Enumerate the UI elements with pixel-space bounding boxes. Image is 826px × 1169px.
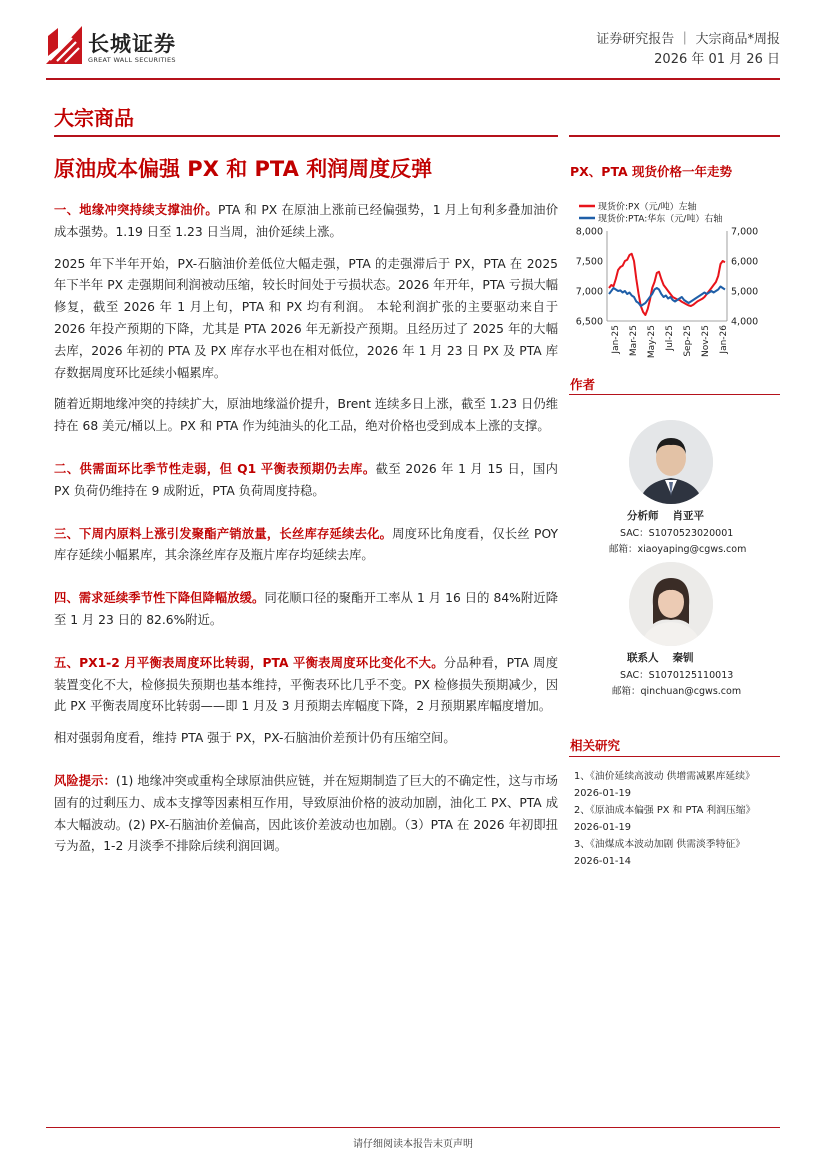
related-item-title[interactable]: 3、《油煤成本波动加剧 供需淡季特征》 [574, 839, 745, 850]
legend-label: 现货价:PTA:华东（元/吨）右轴 [598, 214, 723, 225]
related-item-title[interactable]: 1、《油价延续高波动 供增需减累库延续》 [574, 771, 755, 782]
logo-text-en: GREAT WALL SECURITIES [88, 56, 176, 64]
x-tick-label: Nov-25 [701, 325, 711, 358]
section-2-heading: 二、供需面环比季节性走弱，但 Q1 平衡表预期仍去库。 [54, 461, 376, 476]
paragraph-6 [54, 588, 558, 632]
analyst-2-name: 秦钏 [672, 652, 694, 664]
analyst-1-role: 分析师 [627, 510, 659, 522]
paragraph-5 [54, 524, 558, 568]
title-divider [54, 135, 558, 137]
y-tick-label-right: 4,000 [731, 316, 759, 328]
category-label: 大宗商品 [54, 106, 134, 130]
paragraph-1 [54, 200, 558, 244]
y-tick-label-left: 6,500 [575, 316, 603, 328]
analyst-2-email: 邮箱：qinchuan@cgws.com [612, 686, 742, 697]
analyst-2-role: 联系人 [627, 652, 659, 664]
analyst-2-role-name [627, 650, 694, 665]
great-wall-logo-icon [46, 26, 82, 64]
x-tick-label: Jan-25 [611, 325, 621, 354]
risk-label: 风险提示： [54, 773, 116, 788]
sidebar-divider [569, 135, 780, 137]
legend-label: 现货价:PX（元/吨）左轴 [598, 202, 697, 213]
author-divider [569, 394, 780, 395]
contact-photo-icon [629, 562, 713, 646]
section-5-heading: 五、PX1-2 月平衡表周度环比转弱，PTA 平衡表周度环比变化不大。 [54, 655, 444, 670]
related-research-list [574, 768, 780, 870]
section-3-text: 周度环比角度看，仅长丝 POY 库存延续小幅累库，其余涤丝库存及瓶片库存均延续去库。 [54, 526, 558, 563]
risk-paragraph [54, 771, 558, 858]
chart-title: PX、PTA 现货价格一年走势 [570, 164, 733, 179]
paragraph-7 [54, 653, 558, 718]
y-tick-label-right: 5,000 [731, 286, 759, 298]
analyst-1-name: 肖亚平 [672, 510, 704, 522]
y-tick-label-right: 6,000 [731, 256, 759, 268]
x-tick-label: Sep-25 [683, 325, 693, 357]
logo-text-cn: 长城证券 [88, 32, 176, 56]
price-chart [569, 195, 781, 373]
x-tick-label: May-25 [647, 325, 657, 359]
section-4-text: 同花顺口径的聚酯开工率从 1 月 16 日的 84%附近降至 1 月 23 日的 82.6%附近。 [54, 591, 558, 627]
risk-text: (1) 地缘冲突或重构全球原油供应链，并在短期制造了巨大的不确定性，这与市场固有的过剩压力、成本支撑等因素相互作用，导致原油价格的波动加剧，油化工 PX、PTA 成本大幅波动。(2) PX-石脑油价差偏高，因此该价差波动也加剧。（3）PTA 在 2026 年初即扭亏为盈，1-2 月淡季不排除后续利润回调。 [54, 773, 558, 854]
y-tick-label-left: 7,500 [575, 256, 603, 268]
related-item-date: 2026-01-19 [574, 788, 631, 799]
report-type: 证券研究报告 ｜ 大宗商品*周报 [596, 32, 780, 47]
paragraph-8: 相对强弱角度看，维持 PTA 强于 PX，PX-石脑油价差预计仍有压缩空间。 [54, 731, 456, 746]
section-2-text: 截至 2026 年 1 月 15 日，国内 PX 负荷仍维持在 9 成附近，PTA 负荷周度持稳。 [54, 461, 558, 498]
x-tick-label: Jan-26 [719, 325, 729, 354]
section-1-text: PTA 和 PX 在原油上涨前已经偏强势，1 月上旬利多叠加油价成本强势。1.19 日至 1.23 日当周，油价延续上涨。 [54, 203, 558, 239]
avatar [629, 420, 713, 504]
related-item-date: 2026-01-14 [574, 856, 631, 867]
related-item-date: 2026-01-19 [574, 822, 631, 833]
y-tick-label-right: 7,000 [731, 226, 759, 238]
related-item-title[interactable]: 2、《原油成本偏强 PX 和 PTA 利润压缩》 [574, 805, 756, 816]
section-1-heading: 一、地缘冲突持续支撑油价。 [54, 203, 218, 217]
logo [46, 26, 196, 70]
series-line [609, 254, 725, 315]
paragraph-2: 2025 年下半年开始，PX-石脑油价差低位大幅走强，PTA 的走强滞后于 PX，PTA 在 2025 年下半年 PX 走强期间利润被动压缩，较长时间处于亏损状态。2026 年开年，PTA 亏损大幅修复，截至 2026 年 1 月上旬，PTA 和 PX 均有利润。 本轮利润扩张的主要驱动来自于 2026 年投产预期的下降，尤其是 PTA 2026 年无新投产预期。且经历过了 2025 年的大幅去库，2026 年初的 PTA 及 PX 库存水平也在相对低位，2026 年 1 月 23 日 PX 及 PTA 库存数据周度环比延续小幅累库。 [54, 256, 558, 380]
analyst-2-sac: SAC：S1070125110013 [620, 670, 734, 681]
x-tick-label: Jul-25 [665, 325, 675, 351]
section-3-heading: 三、下周内原料上涨引发聚酯产销放量，长丝库存延续去化。 [54, 526, 393, 541]
section-5-text: 分品种看，PTA 周度装置变化不大，检修损失预期也基本维持，平衡表环比几乎不变。PX 检修损失预期减少，因此 PX 平衡表周度环比转弱——即 1 月及 3 月预期去库幅度下降，2 月预期累库幅度增加。 [54, 655, 558, 714]
related-divider [569, 756, 780, 757]
x-tick-label: Mar-25 [629, 325, 639, 357]
section-4-heading: 四、需求延续季节性下降但降幅放缓。 [54, 591, 265, 606]
y-tick-label-left: 7,000 [575, 286, 603, 298]
y-tick-label-left: 8,000 [575, 226, 603, 238]
analyst-1-sac: SAC：S1070523020001 [620, 528, 734, 539]
analyst-1-role-name [627, 508, 704, 523]
analyst-photo-icon [629, 420, 713, 504]
avatar [629, 562, 713, 646]
main-content [54, 200, 558, 868]
paragraph-3: 随着近期地缘冲突的持续扩大，原油地缘溢价提升，Brent 连续多日上涨，截至 1.23 日仍维持在 68 美元/桶以上。PX 和 PTA 作为纯油头的化工品，绝对价格也受到成本上涨的支撑。 [54, 397, 558, 434]
paragraph-4 [54, 459, 558, 503]
report-date: 2026 年 01 月 26 日 [654, 52, 780, 67]
header-divider [46, 78, 780, 80]
footer-divider [46, 1127, 780, 1128]
related-research-header: 相关研究 [570, 738, 621, 753]
report-meta [596, 30, 780, 70]
report-title: 原油成本偏强 PX 和 PTA 利润周度反弹 [54, 157, 433, 181]
author-header: 作者 [570, 377, 596, 392]
analyst-1-email: 邮箱：xiaoyaping@cgws.com [609, 544, 747, 555]
footer-disclaimer: 请仔细阅读本报告末页声明 [353, 1139, 473, 1150]
